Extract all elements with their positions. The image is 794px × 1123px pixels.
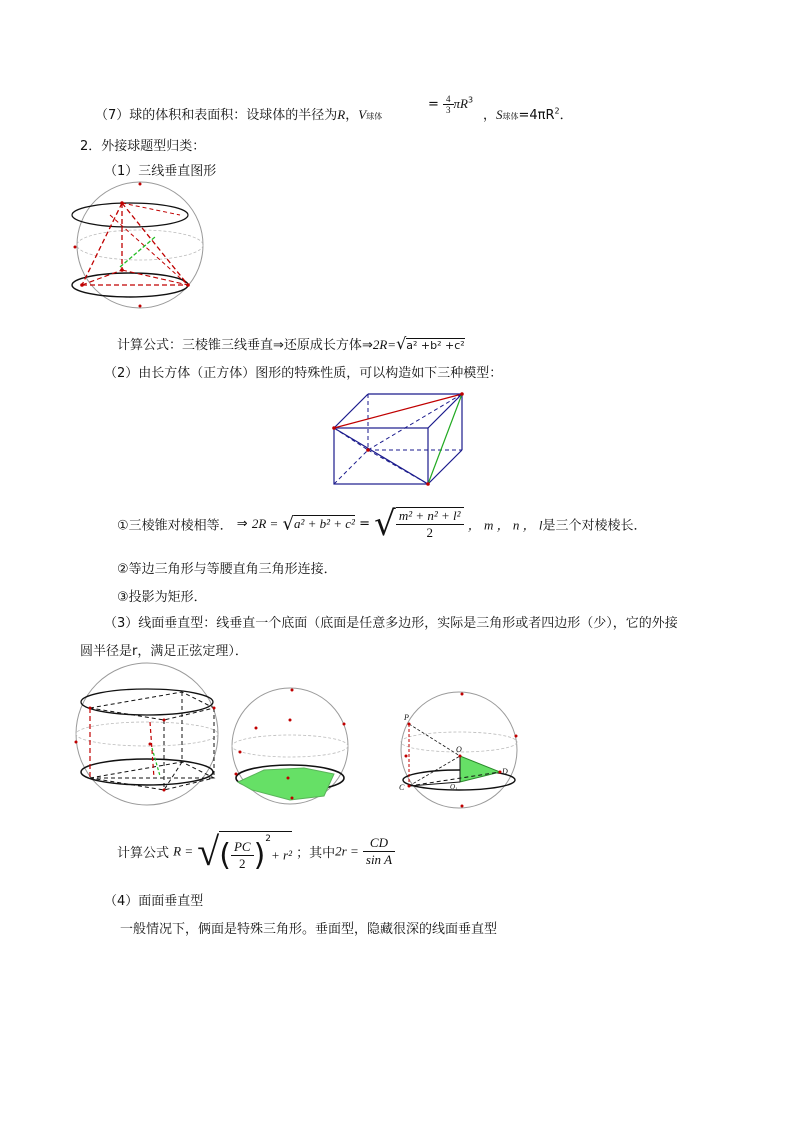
label-C: C (399, 783, 405, 792)
label-O: O (456, 745, 462, 754)
subsection-4-title: （4）面面垂直型 (104, 894, 204, 909)
subsection-1-title: （1）三线垂直图形 (104, 164, 217, 179)
model-item-2: ②等边三角形与等腰直角三角形连接． (117, 562, 337, 577)
label-P: P (404, 713, 409, 722)
model-item-3: ③投影为矩形． (117, 590, 207, 605)
calc-formula-1: 计算公式：三棱锥三线垂直⇒还原成长方体⇒2R=√a² +b² +c² (117, 334, 465, 353)
subsection-3-line1: （3）线面垂直型：线垂直一个底面（底面是任意多边形，实际是三角形或者四边形（少），它的外接 (104, 616, 678, 631)
line-7: （7）球的体积和表面积：设球体的半径为R，V球体 (95, 107, 383, 123)
subsection-2-title: （2）由长方体（正方体）图形的特殊性质，可以构造如下三种模型： (104, 366, 503, 381)
subsection-3-line2: 圆半径是r，满足正弦定理）． (80, 644, 248, 659)
figure-prism-sphere (74, 666, 224, 802)
section-2-title: 2．外接球题型归类： (80, 139, 206, 154)
figure-three-perpendicular-sphere (70, 182, 210, 312)
calc-formula-3: 计算公式 R = √( $\frac{PC}{2}$ )$^2$+ r² ；其中2r = $\frac{CD}{\text{sin A}}$ (117, 828, 395, 878)
top-circle (72, 203, 188, 227)
label-D: D (502, 767, 508, 776)
line-7-text: （7）球的体积和表面积：设球体的半径为 (95, 108, 338, 123)
label-O1: O₁ (450, 783, 458, 791)
figure-polygon-base-sphere (226, 686, 354, 804)
model-item-1: ①三棱锥对棱相等． ⇒ 2R = √a² + b² + c² = √ $\frac{\text{m² + n² + l²}}{2}$ ， m ， n ， l是三个对棱棱长． (117, 504, 647, 544)
figure-cuboid (328, 390, 468, 490)
surface-formula: ，S球体$=4\pi R^2$． (483, 106, 573, 123)
subsection-4-body: 一般情况下，俩面是特殊三角形。垂面型，隐藏很深的线面垂直型 (120, 922, 498, 937)
volume-formula: = $\frac{4}{3}$ $\pi R^3$ (428, 94, 474, 115)
figure-perpendicular-line-sphere (394, 690, 524, 810)
